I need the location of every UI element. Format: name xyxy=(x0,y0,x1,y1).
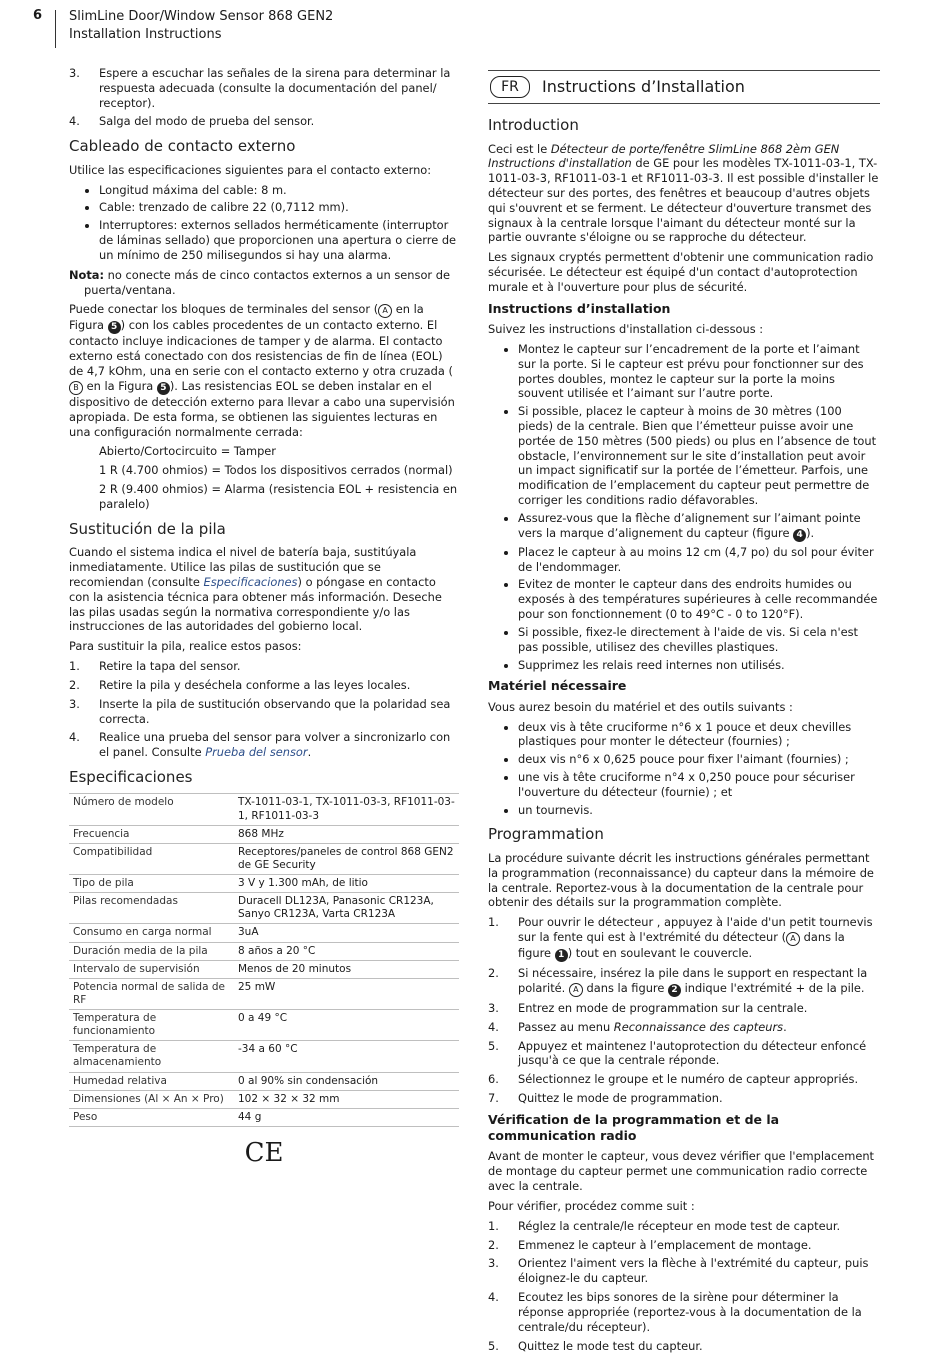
spec-label: Pilas recomendadas xyxy=(69,893,234,924)
list-item: • Longitud máxima del cable: 8 m. xyxy=(99,183,459,198)
pila-heading: Sustitución de la pila xyxy=(69,519,226,538)
spec-value: 8 años a 20 °C xyxy=(234,942,459,960)
spec-value: 102 × 32 × 32 mm xyxy=(234,1090,459,1108)
reading-item: Abierto/Cortocircuito = Tamper xyxy=(99,444,276,459)
spec-value: Duracell DL123A, Panasonic CR123A, Sanyo CR123A, Varta CR123A xyxy=(234,893,459,924)
list-item: 6. Sélectionnez le groupe et le numéro de capteur appropriés. xyxy=(488,1072,859,1087)
list-item: • Supprimez les relais reed internes non utilisés. xyxy=(518,658,880,673)
figure-5-icon: 5 xyxy=(157,382,170,395)
spec-label: Consumo en carga normal xyxy=(69,924,234,942)
list-item: 4. Ecoutez les bips sonores de la sirène pour déterminer la réponse appropriée (reportez-vous à la documentation de la centrale/du récepteur). xyxy=(488,1290,862,1334)
document-title xyxy=(69,8,333,43)
list-item: 4. Passez au menu Reconnaissance des capteurs. xyxy=(488,1019,787,1034)
list-item: 1. Réglez la centrale/le récepteur en mode test de capteur. xyxy=(488,1218,841,1233)
cableado-heading: Cableado de contacto externo xyxy=(69,137,296,156)
list-item: 2. Emmenez le capteur à l’emplacement de montage. xyxy=(488,1237,812,1252)
install-heading: Instructions d’installation xyxy=(488,300,671,316)
cableado-intro: Utilice las especificaciones siguientes para el contacto externo: xyxy=(69,162,432,177)
title-line-2: Installation Instructions xyxy=(69,26,222,42)
materiel-intro: Vous aurez besoin du matériel et des outils suivants : xyxy=(488,699,793,714)
list-item: • Montez le capteur sur l’encadrement de la porte et l’aimant sur la porte. Si le capteur est prévu pour fonctionner sur des portes doubles, montez le capteur sur la porte la moins souvent utilisée et l’aimant sur l’autre porte. xyxy=(518,342,880,401)
cableado-bullets xyxy=(69,183,459,263)
language-badge: FR xyxy=(490,76,530,98)
spec-label: Temperatura de funcionamiento xyxy=(69,1010,234,1041)
list-item: • deux vis à tête cruciforme n°6 x 1 pouce et deux chevilles plastiques pour monter le détecteur (fournies) ; xyxy=(518,720,880,750)
list-item: • Assurez-vous que la flèche d’alignement sur l’aimant pointe vers la marque d’alignement du capteur (figure 4 ). xyxy=(518,511,880,542)
intro-paragraph-2: Les signaux cryptés permettent d'obtenir une communication radio sécurisée. Le détecteur est équipé d'un contact d'autoprotection murale et à l'ouverture pour plus de sécurité. xyxy=(488,250,874,294)
table-row xyxy=(69,1108,459,1126)
spec-value: 0 a 49 °C xyxy=(234,1010,459,1041)
pila-steps-intro: Para sustituir la pila, realice estos pasos: xyxy=(69,639,302,654)
especificaciones-link[interactable]: Especificaciones xyxy=(203,574,298,589)
list-item: • Cable: trenzado de calibre 22 (0,7112 mm). xyxy=(99,200,459,215)
figure-2-icon: 2 xyxy=(668,984,681,997)
spec-label: Compatibilidad xyxy=(69,843,234,874)
prueba-sensor-link[interactable]: Prueba del sensor xyxy=(205,745,308,760)
list-item: • Si possible, fixez-le directement à l'aide de vis. Si cela n'est pas possible, utilisez des chevilles plastiques. xyxy=(518,625,880,655)
header-divider xyxy=(55,10,56,48)
cableado-paragraph: Puede conectar los bloques de terminales del sensor ( A en la Figura 5 ) con los cables procedentes de un contacto externo. El contacto incluye indicaciones de tamper y de alarma. El contacto externo está conectado con dos resistencias de fin de línea (EOL) de 4,7 kOhm, una en serie con el contacto externo y otra cruzada (B en la Figura 5 ). Las resistencias EOL se deben instalar en el dispositivo de detección externo para llevar a cabo una supervisión apropiada. De esta forma, se obtienen las siguientes lecturas en una configuración normalmente cerrada: xyxy=(69,302,455,439)
intro-paragraph: Ceci est le Détecteur de porte/fenêtre SlimLine 868 2èm GEN Instructions d'installation de GE pour les modèles TX-1011-03-1, TX-1011-03-3, RF1011-03-1 et RF1011-03-3. Il est possible d'installer le détecteur sur des portes, des fenêtres et beaucoup d'autres objets qui s'ouvrent et se ferment. Le détecteur d'ouverture transmet des signaux à la centrale lorsque l'aimant du détecteur monté sur la partie ouvrante s'éloigne ou se rapproche du détecteur. xyxy=(488,141,879,245)
spec-value: 3 V y 1.300 mAh, de litio xyxy=(234,875,459,893)
spec-label: Frecuencia xyxy=(69,825,234,843)
list-item: • Interruptores: externos sellados herméticamente (interruptor de láminas sellado) que proporcionen una apertura o cierre de un mínimo de 250 milisegundos si hay una alarma. xyxy=(99,218,459,262)
reading-item: 2 R (9.400 ohmios) = Alarma (resistencia EOL + resistencia en paralelo) xyxy=(99,482,458,511)
pila-steps xyxy=(69,659,459,760)
right-column xyxy=(488,66,880,1358)
table-row xyxy=(69,1090,459,1108)
fr-section-header xyxy=(488,70,880,104)
callout-b-icon: B xyxy=(69,381,83,395)
list-item: 4. Realice una prueba del sensor para volver a sincronizarlo con el panel. Consulte Prueba del sensor. xyxy=(69,730,451,760)
figure-1-icon: 1 xyxy=(555,949,568,962)
spec-value: 3uA xyxy=(234,924,459,942)
left-column xyxy=(69,66,459,1171)
verification-heading: Vérification de la programmation et de la communication radio xyxy=(488,1111,780,1144)
fr-section-title: Instructions d’Installation xyxy=(542,77,745,96)
spec-label: Tipo de pila xyxy=(69,875,234,893)
list-item: • un tournevis. xyxy=(518,803,880,818)
specs-table xyxy=(69,793,459,1127)
table-row xyxy=(69,1010,459,1041)
spec-value: 25 mW xyxy=(234,978,459,1009)
spec-label: Peso xyxy=(69,1108,234,1126)
spec-label: Intervalo de supervisión xyxy=(69,960,234,978)
reading-item: 1 R (4.700 ohmios) = Todos los dispositivos cerrados (normal) xyxy=(99,463,453,478)
verification-steps xyxy=(488,1219,880,1354)
programmation-intro: La procédure suivante décrit les instructions générales permettant la programmation (reconnaissance) du capteur dans la mémoire de la centrale. Reportez-vous à la documentation de la centrale pour obtenir des détails sur la programmation complète. xyxy=(488,850,874,910)
list-item: • deux vis n°6 x 0,625 pouce pour fixer l'aimant (fournies) ; xyxy=(518,752,880,767)
list-item: • Evitez de monter le capteur dans des endroits humides ou exposés à des températures supérieures à celle recommandée pour son fonctionnement (0 to 49°C - 0 to 120°F). xyxy=(518,577,880,621)
table-row xyxy=(69,978,459,1009)
sensor-test-steps-end xyxy=(69,66,459,129)
list-item: • Si possible, placez le capteur à moins de 30 mètres (100 pieds) de la centrale. Bien que l’émetteur puisse avoir une portée de 150 mètres (500 pieds) ou plus en l’absence de tout obstacle, l’environnement sur le site d’installation peut avoir un impact significatif sur la portée de l’émetteur. Parfois, une modification de l’emplacement du capteur peut permettre de corriger les conditions radio défavorables. xyxy=(518,404,880,508)
figure-5-icon: 5 xyxy=(108,321,121,334)
specs-heading: Especificaciones xyxy=(69,767,193,786)
spec-value: 868 MHz xyxy=(234,825,459,843)
verification-paragraph: Avant de monter le capteur, vous devez vérifier que l'emplacement de montage du capteur permet une communication radio correcte avec la centrale. xyxy=(488,1149,875,1194)
table-row xyxy=(69,942,459,960)
list-item: 5. Quittez le mode test du capteur. xyxy=(488,1338,703,1353)
callout-a-icon: A xyxy=(786,932,800,946)
spec-value: -34 a 60 °C xyxy=(234,1041,459,1072)
title-line-1: SlimLine Door/Window Sensor 868 GEN2 xyxy=(69,9,334,24)
table-row xyxy=(69,794,459,825)
list-item: 1. Retire la tapa del sensor. xyxy=(69,659,241,674)
install-intro: Suivez les instructions d'installation ci-dessous : xyxy=(488,322,764,337)
materiel-bullets xyxy=(488,720,880,818)
spec-label: Duración media de la pila xyxy=(69,942,234,960)
spec-label: Temperatura de almacenamiento xyxy=(69,1041,234,1072)
spec-value: TX-1011-03-1, TX-1011-03-3, RF1011-03-1, RF1011-03-3 xyxy=(234,794,459,825)
resistance-readings xyxy=(99,444,459,511)
list-item: 4. Salga del modo de prueba del sensor. xyxy=(69,114,315,129)
callout-a-icon: A xyxy=(378,304,392,318)
spec-value: 44 g xyxy=(234,1108,459,1126)
list-item: • une vis à tête cruciforme n°4 x 0,250 pouce pour sécuriser l'ouverture du détecteur (fournie) ; et xyxy=(518,770,880,800)
spec-value: Receptores/paneles de control 868 GEN2 de GE Security xyxy=(234,843,459,874)
spec-value: Menos de 20 minutos xyxy=(234,960,459,978)
list-item: 3. Orientez l'aiment vers la flèche à l'extrémité du capteur, puis éloignez-le du capteur. xyxy=(488,1256,869,1286)
table-row xyxy=(69,960,459,978)
list-item: 3. Espere a escuchar las señales de la sirena para determinar la respuesta adecuada (consulte la documentación del panel/ receptor). xyxy=(69,66,451,110)
list-item: 3. Inserte la pila de sustitución observando que la polaridad sea correcta. xyxy=(69,696,451,726)
list-item: 3. Entrez en mode de programmation sur la centrale. xyxy=(488,1000,808,1015)
list-item: 2. Si nécessaire, insérez la pile dans le support en respectant la polarité. A dans la figure 2 indique l'extrémité + de la pile. xyxy=(488,966,868,995)
figure-4-icon: 4 xyxy=(793,529,806,542)
list-item: • Placez le capteur à au moins 12 cm (4,7 po) du sol pour éviter de l'endommager. xyxy=(518,545,880,575)
cableado-note: Nota: no conecte más de cinco contactos externos a un sensor de puerta/ventana. xyxy=(69,267,450,297)
spec-label: Número de modelo xyxy=(69,794,234,825)
install-bullets xyxy=(488,342,880,673)
spec-label: Potencia normal de salida de RF xyxy=(69,978,234,1009)
list-item: 2. Retire la pila y deséchela conforme a las leyes locales. xyxy=(69,677,411,692)
table-row xyxy=(69,1072,459,1090)
spec-label: Humedad relativa xyxy=(69,1072,234,1090)
table-row xyxy=(69,1041,459,1072)
list-item: 1. Pour ouvrir le détecteur , appuyez à l'aide d'un petit tournevis sur la fente qui est à l'extrémité du détecteur ( A dans la figure 1 ) tout en soulevant le couvercle. xyxy=(488,915,873,961)
table-row xyxy=(69,843,459,874)
verification-intro: Pour vérifier, procédez comme suit : xyxy=(488,1198,695,1213)
spec-label: Dimensiones (Al × An × Pro) xyxy=(69,1090,234,1108)
table-row xyxy=(69,825,459,843)
programmation-steps xyxy=(488,915,880,1106)
spec-value: 0 al 90% sin condensación xyxy=(234,1072,459,1090)
materiel-heading: Matériel nécessaire xyxy=(488,678,627,694)
page-header xyxy=(0,8,950,48)
page-number: 6 xyxy=(33,8,43,23)
introduction-heading: Introduction xyxy=(488,116,579,134)
table-row xyxy=(69,893,459,924)
table-row xyxy=(69,875,459,893)
pila-paragraph: Cuando el sistema indica el nivel de batería baja, sustitúyala inmediatamente. Utilice las pilas de sustitución que se recomiendan (consulte Especificaciones) o póngase en contacto con la asistencia técnica para obtener más información. Deseche las pilas usadas según la normativa correspondiente y/o las instrucciones de las autoridades del gobierno local. xyxy=(69,545,442,634)
list-item: 5. Appuyez et maintenez l'autoprotection du détecteur enfoncé jusqu'à ce que la centrale réponde. xyxy=(488,1038,867,1068)
table-row xyxy=(69,924,459,942)
note-label: Nota: xyxy=(69,267,105,282)
callout-a-icon: A xyxy=(569,983,583,997)
list-item: 7. Quittez le mode de programmation. xyxy=(488,1091,723,1106)
programmation-heading: Programmation xyxy=(488,825,604,844)
ce-mark: CE xyxy=(244,1137,284,1168)
